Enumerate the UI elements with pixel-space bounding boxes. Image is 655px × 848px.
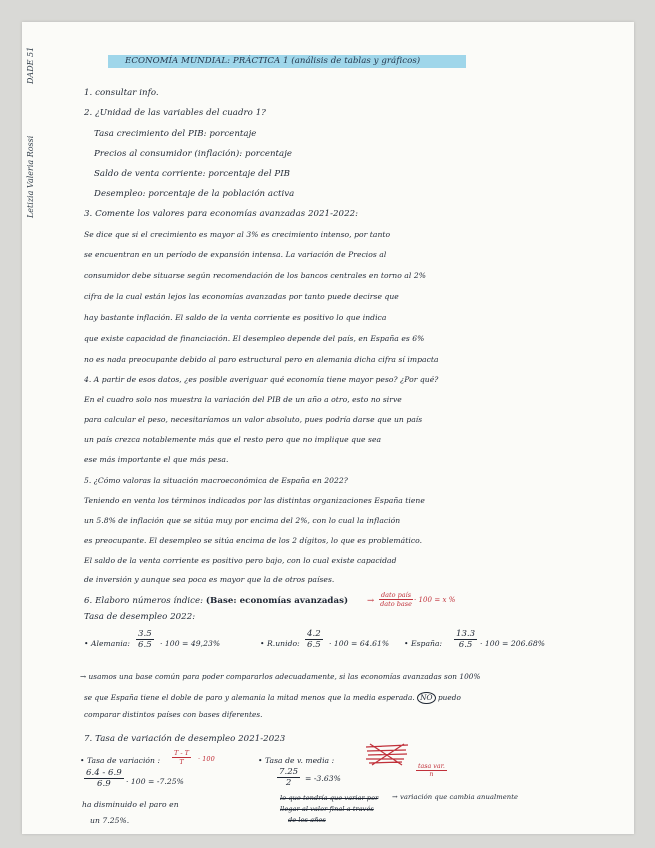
q6-heading-text: 6. Elaboro números índice: [84,596,204,606]
q6-item-den: 6.5 [307,640,321,650]
question-7-heading: 7. Tasa de variación de desempleo 2021-2023 [84,734,286,744]
q6-note-circle: NO [417,692,435,704]
q7-left-formula [172,749,191,766]
q6-note-text: se que España tiene el doble de paro y alemania la mitad menos que la media esperada. [84,693,415,702]
side-group-code: DADE 51 [26,46,35,84]
q6-item-label: • Alemania: [84,639,130,648]
q4-line: ese más importante el que más pesa. [84,455,229,464]
q7-right-label: • Tasa de v. media : [258,756,335,765]
q6-formula-num: dato país [381,591,412,599]
q7-left-formula-den: T [179,758,184,766]
question-5-heading: 5. ¿Cómo valoras la situación macroeconómica de España en 2022? [84,476,348,485]
q7-left-calc-num: 6.4 - 6.9 [86,768,122,778]
q7-struck-line [280,794,378,802]
q7-right-arrow-text: → variación que cambia anualmente [392,793,519,801]
q4-line: un país crezca notablemente más que el resto pero que no implique que sea [84,435,382,444]
q6-subheading: Tasa de desempleo 2022: [84,612,196,622]
q7-right-calc-num: 7.25 [279,767,299,777]
q5-line: Teniendo en venta los términos indicados por las distintas organizaciones España tiene [84,496,425,505]
q7-struck-text: de los años [288,816,326,824]
q3-line: no es nada preocupante debido al paro estructural pero en alemania dicha cifra sí impacta [84,355,439,364]
q6-formula-den: dato base [380,600,412,608]
side-student-name: Letizia Valeria Rossi [26,135,35,218]
q7-right-calc-tail: = -3.63% [305,774,341,783]
q7-left-formula-tail: · 100 [198,755,215,763]
notebook-page [22,22,634,834]
q3-line: que existe capacidad de financiación. El desempleo depende del país, en España es 6% [84,334,425,343]
q2-line: Saldo de venta corriente: porcentaje del PIB [94,169,291,179]
q2-line: Tasa crecimiento del PIB: porcentaje [94,129,257,139]
q6-item-num: 13.3 [456,629,476,639]
question-1: 1. consultar info. [84,88,159,98]
q7-struck-line [288,816,326,824]
q7-right-calc-den: 2 [285,778,292,788]
q7-struck-text: llegar al valor final a través [280,805,374,813]
question-4-heading: 4. A partir de esos datos, ¿es posible averiguar qué economía tiene mayor peso? ¿Por qué? [84,375,439,384]
q6-note-line [84,692,461,704]
q7-left-label: • Tasa de variación : [80,756,161,765]
q7-left-text: un 7.25%. [90,816,130,825]
q3-line: se encuentran en un período de expansión intensa. La variación de Precios al [84,250,387,259]
q6-formula [379,591,413,608]
q7-struck-text: lo que tendría que variar por [280,794,379,802]
q7-left-formula-num: T - T [174,749,189,757]
q6-item-result: · 100 = 49,23% [160,639,221,648]
q7-left-calc-den: 6.9 [97,779,111,789]
q7-right-calc [277,767,300,788]
q2-line: Desempleo: porcentaje de la población activa [94,189,295,199]
q7-left-text: ha disminuido el paro en [82,800,179,809]
question-6-heading [84,596,348,606]
q6-item-fraction [454,629,477,650]
page-title: ECONOMÍA MUNDIAL: PRÁCTICA 1 (análisis de tablas y gráficos) [125,56,421,66]
q4-line: para calcular el peso, necesitaríamos un valor absoluto, pues podría darse que un país [84,415,423,424]
q5-line: es preocupante. El desempleo se sitúa encima de los 2 dígitos, lo que es problemático. [84,536,423,545]
q6-item-fraction [136,629,154,650]
q6-note-after: puedo [437,693,461,702]
q6-note-line: → usamos una base común para poder compararlos adecuadamente, si las economías avanzadas son 100% [80,672,481,681]
q7-right-formula-den: n [429,771,434,778]
q5-line: El saldo de la venta corriente es positivo pero bajo, con lo cual existe capacidad [84,556,397,565]
question-2-heading: 2. ¿Unidad de las variables del cuadro 1? [84,108,266,118]
q7-left-calc [84,768,124,789]
q6-item-result: · 100 = 206.68% [480,639,546,648]
q7-left-calc-tail: · 100 = -7.25% [126,777,184,786]
q3-line: consumidor debe situarse según recomendación de los bancos centrales en torno al 2% [84,271,426,280]
q3-line: hay bastante inflación. El saldo de la venta corriente es positivo lo que indica [84,313,387,322]
q7-struck-line [280,805,374,813]
q3-line: cifra de la cual están lejos las economías avanzadas por tanto puede decirse que [84,292,399,301]
q6-item-num: 4.2 [307,629,321,639]
q6-item-fraction [305,629,323,650]
q5-line: un 5.8% de inflación que se sitúa muy por encima del 2%, con lo cual la inflación [84,516,401,525]
q7-right-formula [416,763,447,778]
q6-item-num: 3.5 [138,629,152,639]
q3-line: Se dice que si el crecimiento es mayor al 3% es crecimiento intenso, por tanto [84,230,391,239]
q4-line: En el cuadro solo nos muestra la variación del PIB de un año a otro, esto no sirve [84,395,402,404]
q2-line: Precios al consumidor (inflación): porcentaje [94,149,293,159]
q5-line: de inversión y aunque sea poca es mayor que la de otros países. [84,575,335,584]
q6-item-label: • R.unido: [260,639,300,648]
scribble-icon [364,741,410,767]
q6-arrow: → [367,596,375,606]
q6-item-den: 6.5 [138,640,152,650]
q6-formula-tail: · 100 = x % [414,596,456,604]
question-3-heading: 3. Comente los valores para economías avanzadas 2021-2022: [84,209,359,219]
q7-right-formula-num: tasa var. [418,763,445,770]
q6-item-den: 6.5 [458,640,473,650]
q6-item-result: · 100 = 64.61% [329,639,390,648]
q6-heading-base: (Base: economías avanzadas) [205,596,349,606]
q7-right-scribble [364,741,410,767]
q6-note-line: comparar distintos países con bases diferentes. [84,710,263,719]
q6-item-label: • España: [404,639,443,648]
